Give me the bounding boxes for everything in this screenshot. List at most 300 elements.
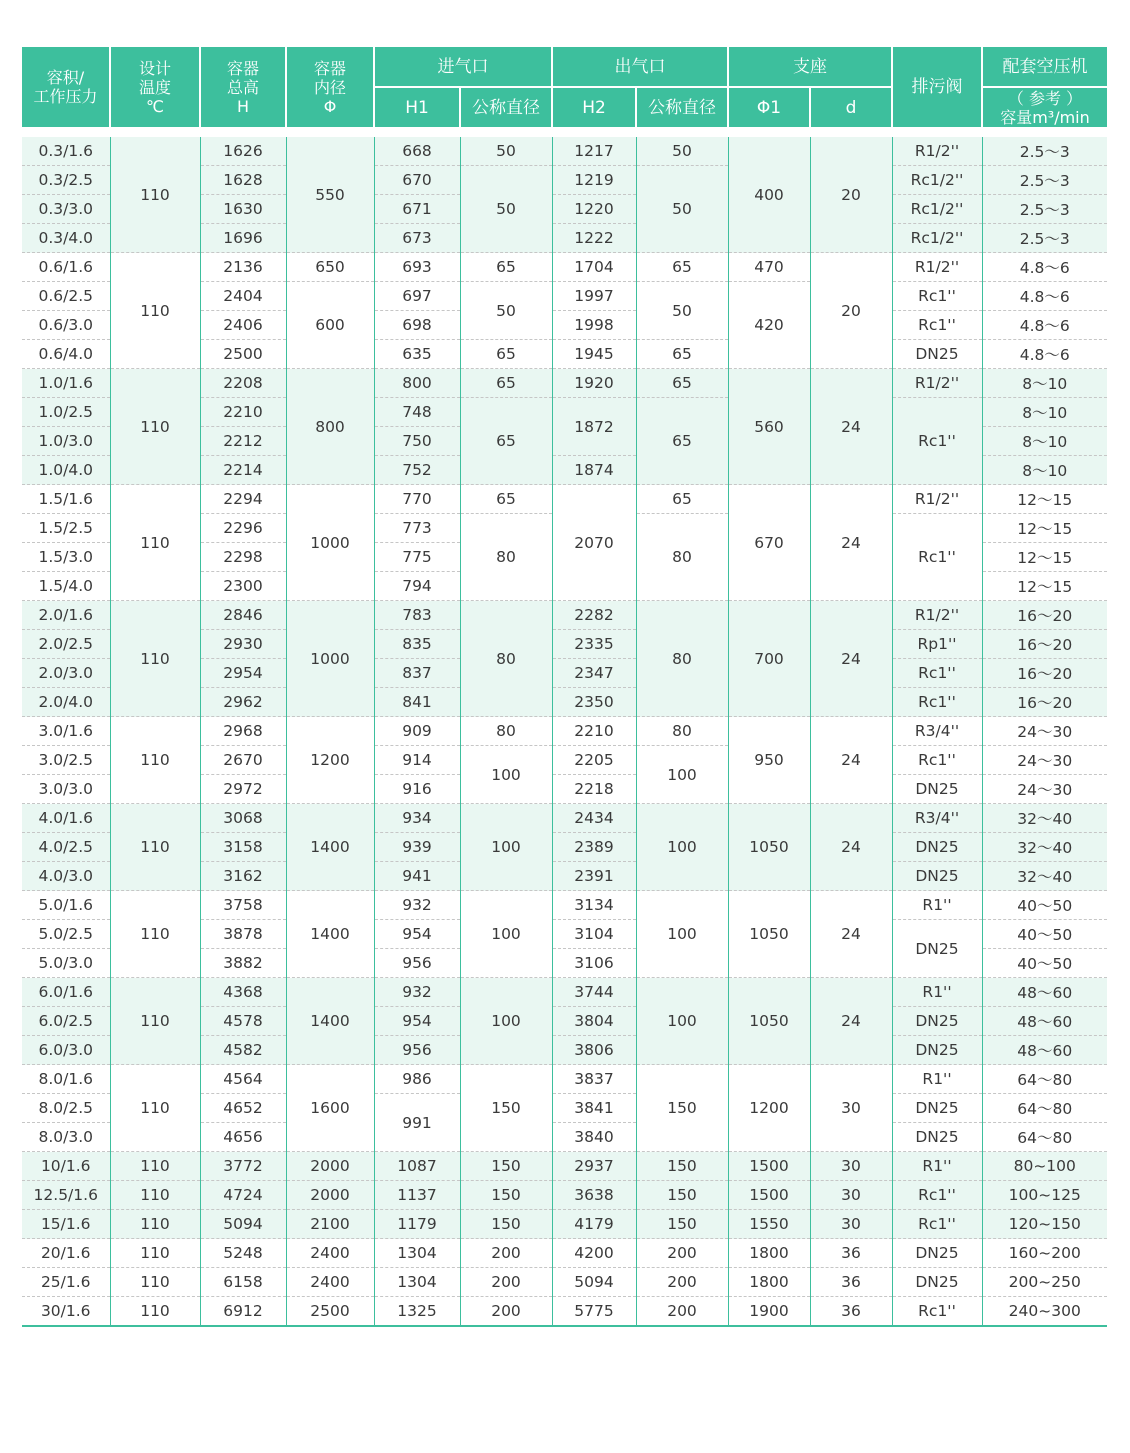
cell-h1: 748 [374, 398, 460, 427]
cell-capacity: 12～15 [982, 543, 1107, 572]
cell-h2: 2210 [552, 717, 636, 746]
cell-volume: 3.0/1.6 [22, 717, 110, 746]
cell-volume: 0.3/1.6 [22, 137, 110, 166]
cell-h1: 934 [374, 804, 460, 833]
cell-height: 5248 [200, 1239, 286, 1268]
cell-capacity: 100~125 [982, 1181, 1107, 1210]
cell-d: 30 [810, 1181, 892, 1210]
header-compressor: 配套空压机 [982, 47, 1107, 87]
cell-temp: 110 [110, 1181, 200, 1210]
cell-capacity: 8～10 [982, 398, 1107, 427]
cell-inlet-dn: 200 [460, 1297, 552, 1327]
cell-d: 20 [810, 253, 892, 369]
cell-volume: 6.0/3.0 [22, 1036, 110, 1065]
cell-inlet-dn: 65 [460, 398, 552, 485]
cell-h1: 954 [374, 1007, 460, 1036]
cell-height: 2136 [200, 253, 286, 282]
header-outlet-dn: 公称直径 [636, 87, 728, 128]
cell-drain: R3/4'' [892, 717, 982, 746]
table-group [22, 253, 1107, 369]
table-row [22, 485, 1107, 514]
cell-h2: 1920 [552, 369, 636, 398]
cell-inlet-dn: 100 [460, 746, 552, 804]
cell-capacity: 16～20 [982, 630, 1107, 659]
cell-capacity: 48～60 [982, 978, 1107, 1007]
cell-temp: 110 [110, 1239, 200, 1268]
cell-h1: 1179 [374, 1210, 460, 1239]
cell-height: 1696 [200, 224, 286, 253]
cell-drain: Rc1'' [892, 1297, 982, 1327]
cell-drain: Rc1'' [892, 659, 982, 688]
cell-capacity: 16～20 [982, 659, 1107, 688]
cell-height: 2954 [200, 659, 286, 688]
cell-capacity: 40～50 [982, 891, 1107, 920]
cell-volume: 1.5/1.6 [22, 485, 110, 514]
cell-inlet-dn: 50 [460, 137, 552, 166]
cell-drain: R1'' [892, 1065, 982, 1094]
cell-h1: 954 [374, 920, 460, 949]
cell-capacity: 24～30 [982, 746, 1107, 775]
cell-drain: Rp1'' [892, 630, 982, 659]
cell-d: 36 [810, 1239, 892, 1268]
table-group [22, 1065, 1107, 1152]
cell-outlet-dn: 150 [636, 1181, 728, 1210]
cell-d: 20 [810, 137, 892, 253]
cell-height: 2294 [200, 485, 286, 514]
cell-h1: 671 [374, 195, 460, 224]
cell-outlet-dn: 200 [636, 1297, 728, 1327]
cell-h2: 1874 [552, 456, 636, 485]
cell-h2: 1220 [552, 195, 636, 224]
cell-h1: 986 [374, 1065, 460, 1094]
cell-drain: DN25 [892, 1268, 982, 1297]
cell-inlet-dn: 80 [460, 717, 552, 746]
table-group [22, 1152, 1107, 1239]
cell-h2: 3106 [552, 949, 636, 978]
cell-capacity: 2.5～3 [982, 224, 1107, 253]
cell-height: 2670 [200, 746, 286, 775]
cell-phi1: 1500 [728, 1181, 810, 1210]
cell-h1: 794 [374, 572, 460, 601]
cell-h1: 956 [374, 949, 460, 978]
header-spacer [22, 128, 1107, 137]
table-group [22, 601, 1107, 717]
cell-volume: 2.0/1.6 [22, 601, 110, 630]
cell-h2: 2434 [552, 804, 636, 833]
cell-temp: 110 [110, 485, 200, 601]
cell-volume: 30/1.6 [22, 1297, 110, 1327]
cell-diameter: 800 [286, 369, 374, 485]
cell-capacity: 160~200 [982, 1239, 1107, 1268]
cell-height: 2210 [200, 398, 286, 427]
cell-inlet-dn: 100 [460, 891, 552, 978]
cell-volume: 0.3/2.5 [22, 166, 110, 195]
table-group [22, 485, 1107, 601]
cell-drain: DN25 [892, 1123, 982, 1152]
cell-d: 24 [810, 804, 892, 891]
cell-phi1: 1800 [728, 1239, 810, 1268]
cell-capacity: 4.8～6 [982, 282, 1107, 311]
cell-diameter: 600 [286, 282, 374, 369]
header-inlet: 进气口 [374, 47, 552, 87]
cell-volume: 6.0/1.6 [22, 978, 110, 1007]
cell-outlet-dn: 200 [636, 1268, 728, 1297]
cell-h2: 3837 [552, 1065, 636, 1094]
cell-capacity: 16～20 [982, 601, 1107, 630]
cell-drain: Rc1'' [892, 746, 982, 775]
cell-volume: 0.6/4.0 [22, 340, 110, 369]
cell-h1: 635 [374, 340, 460, 369]
cell-height: 1626 [200, 137, 286, 166]
cell-capacity: 12～15 [982, 485, 1107, 514]
cell-height: 4368 [200, 978, 286, 1007]
cell-capacity: 64～80 [982, 1065, 1107, 1094]
cell-capacity: 200~250 [982, 1268, 1107, 1297]
cell-h2: 2218 [552, 775, 636, 804]
cell-h1: 941 [374, 862, 460, 891]
cell-drain: DN25 [892, 862, 982, 891]
cell-height: 2212 [200, 427, 286, 456]
cell-drain: R3/4'' [892, 804, 982, 833]
cell-h1: 991 [374, 1094, 460, 1152]
cell-volume: 5.0/2.5 [22, 920, 110, 949]
cell-capacity: 8～10 [982, 456, 1107, 485]
cell-h2: 2937 [552, 1152, 636, 1181]
cell-temp: 110 [110, 717, 200, 804]
cell-volume: 0.6/3.0 [22, 311, 110, 340]
cell-outlet-dn: 150 [636, 1152, 728, 1181]
cell-drain: R1/2'' [892, 137, 982, 166]
cell-volume: 2.0/3.0 [22, 659, 110, 688]
cell-volume: 5.0/1.6 [22, 891, 110, 920]
header-outlet: 出气口 [552, 47, 728, 87]
cell-outlet-dn: 50 [636, 282, 728, 340]
cell-capacity: 80~100 [982, 1152, 1107, 1181]
table-header [22, 47, 1107, 137]
cell-outlet-dn: 80 [636, 601, 728, 717]
cell-outlet-dn: 150 [636, 1065, 728, 1152]
cell-height: 4564 [200, 1065, 286, 1094]
cell-drain: Rc1'' [892, 311, 982, 340]
cell-outlet-dn: 65 [636, 485, 728, 514]
cell-h1: 775 [374, 543, 460, 572]
table-row [22, 601, 1107, 630]
cell-height: 2300 [200, 572, 286, 601]
table-row [22, 1152, 1107, 1181]
table-row [22, 1268, 1107, 1297]
cell-h2: 3804 [552, 1007, 636, 1036]
table-row [22, 137, 1107, 166]
cell-outlet-dn: 80 [636, 514, 728, 601]
table-row [22, 1210, 1107, 1239]
cell-h2: 2282 [552, 601, 636, 630]
cell-inlet-dn: 50 [460, 166, 552, 253]
header-h2: H2 [552, 87, 636, 128]
cell-h1: 1087 [374, 1152, 460, 1181]
cell-h1: 956 [374, 1036, 460, 1065]
cell-volume: 4.0/2.5 [22, 833, 110, 862]
cell-diameter: 2400 [286, 1268, 374, 1297]
cell-drain: R1'' [892, 891, 982, 920]
cell-h1: 841 [374, 688, 460, 717]
cell-volume: 4.0/3.0 [22, 862, 110, 891]
cell-drain: Rc1'' [892, 688, 982, 717]
cell-height: 4724 [200, 1181, 286, 1210]
cell-height: 2208 [200, 369, 286, 398]
cell-volume: 1.0/1.6 [22, 369, 110, 398]
cell-d: 24 [810, 978, 892, 1065]
cell-drain: Rc1/2'' [892, 224, 982, 253]
cell-capacity: 120~150 [982, 1210, 1107, 1239]
cell-h2: 5094 [552, 1268, 636, 1297]
cell-capacity: 12～15 [982, 572, 1107, 601]
cell-drain: DN25 [892, 833, 982, 862]
cell-volume: 10/1.6 [22, 1152, 110, 1181]
cell-height: 1628 [200, 166, 286, 195]
cell-height: 2296 [200, 514, 286, 543]
cell-h1: 932 [374, 891, 460, 920]
cell-diameter: 1400 [286, 804, 374, 891]
cell-inlet-dn: 80 [460, 601, 552, 717]
cell-volume: 2.0/4.0 [22, 688, 110, 717]
cell-outlet-dn: 65 [636, 253, 728, 282]
cell-volume: 3.0/3.0 [22, 775, 110, 804]
cell-h2: 2389 [552, 833, 636, 862]
cell-h1: 835 [374, 630, 460, 659]
header-d: d [810, 87, 892, 128]
cell-outlet-dn: 100 [636, 891, 728, 978]
cell-drain: R1'' [892, 978, 982, 1007]
cell-drain: DN25 [892, 1036, 982, 1065]
cell-d: 24 [810, 891, 892, 978]
cell-h2: 1945 [552, 340, 636, 369]
cell-phi1: 1900 [728, 1297, 810, 1327]
cell-phi1: 670 [728, 485, 810, 601]
cell-height: 2298 [200, 543, 286, 572]
cell-capacity: 24～30 [982, 717, 1107, 746]
table-row [22, 369, 1107, 398]
cell-height: 6158 [200, 1268, 286, 1297]
cell-height: 3772 [200, 1152, 286, 1181]
cell-diameter: 1200 [286, 717, 374, 804]
cell-capacity: 12～15 [982, 514, 1107, 543]
cell-h2: 1997 [552, 282, 636, 311]
cell-diameter: 1600 [286, 1065, 374, 1152]
cell-volume: 0.3/3.0 [22, 195, 110, 224]
cell-h2: 1219 [552, 166, 636, 195]
cell-diameter: 550 [286, 137, 374, 253]
cell-temp: 110 [110, 804, 200, 891]
cell-outlet-dn: 100 [636, 804, 728, 891]
cell-h2: 1222 [552, 224, 636, 253]
cell-capacity: 64～80 [982, 1123, 1107, 1152]
cell-capacity: 40～50 [982, 920, 1107, 949]
cell-h1: 670 [374, 166, 460, 195]
cell-h1: 773 [374, 514, 460, 543]
cell-h1: 909 [374, 717, 460, 746]
cell-capacity: 2.5～3 [982, 166, 1107, 195]
cell-volume: 8.0/1.6 [22, 1065, 110, 1094]
cell-height: 3758 [200, 891, 286, 920]
cell-h2: 1998 [552, 311, 636, 340]
cell-drain: R1/2'' [892, 601, 982, 630]
cell-phi1: 1550 [728, 1210, 810, 1239]
cell-inlet-dn: 200 [460, 1239, 552, 1268]
cell-outlet-dn: 80 [636, 717, 728, 746]
cell-volume: 1.0/3.0 [22, 427, 110, 456]
cell-drain: DN25 [892, 340, 982, 369]
table-group [22, 1239, 1107, 1327]
cell-volume: 25/1.6 [22, 1268, 110, 1297]
cell-h2: 3841 [552, 1094, 636, 1123]
table-row [22, 1297, 1107, 1327]
cell-height: 5094 [200, 1210, 286, 1239]
cell-h2: 2205 [552, 746, 636, 775]
cell-h1: 1304 [374, 1239, 460, 1268]
cell-diameter: 2100 [286, 1210, 374, 1239]
cell-h2: 1217 [552, 137, 636, 166]
cell-drain: Rc1'' [892, 514, 982, 601]
cell-temp: 110 [110, 1297, 200, 1327]
cell-height: 4578 [200, 1007, 286, 1036]
cell-volume: 3.0/2.5 [22, 746, 110, 775]
cell-capacity: 8～10 [982, 427, 1107, 456]
table-group [22, 137, 1107, 253]
cell-phi1: 420 [728, 282, 810, 369]
cell-h2: 3104 [552, 920, 636, 949]
cell-capacity: 24～30 [982, 775, 1107, 804]
table-row [22, 891, 1107, 920]
cell-inlet-dn: 65 [460, 253, 552, 282]
cell-h2: 2391 [552, 862, 636, 891]
cell-h1: 916 [374, 775, 460, 804]
cell-h1: 914 [374, 746, 460, 775]
cell-temp: 110 [110, 978, 200, 1065]
cell-diameter: 2400 [286, 1239, 374, 1268]
cell-drain: R1/2'' [892, 253, 982, 282]
cell-h2: 2335 [552, 630, 636, 659]
cell-capacity: 4.8～6 [982, 253, 1107, 282]
cell-height: 2406 [200, 311, 286, 340]
cell-height: 2962 [200, 688, 286, 717]
cell-h1: 698 [374, 311, 460, 340]
cell-diameter: 2500 [286, 1297, 374, 1327]
cell-d: 24 [810, 369, 892, 485]
cell-capacity: 4.8～6 [982, 340, 1107, 369]
header-inner-diameter: 容器 内径 Φ [286, 47, 374, 128]
cell-d: 36 [810, 1268, 892, 1297]
cell-outlet-dn: 200 [636, 1239, 728, 1268]
cell-capacity: 2.5～3 [982, 195, 1107, 224]
cell-drain: Rc1/2'' [892, 195, 982, 224]
cell-drain: DN25 [892, 920, 982, 978]
cell-capacity: 2.5～3 [982, 137, 1107, 166]
table-row [22, 978, 1107, 1007]
header-design-temp: 设计 温度 ℃ [110, 47, 200, 128]
cell-height: 1630 [200, 195, 286, 224]
table-row [22, 1181, 1107, 1210]
cell-temp: 110 [110, 137, 200, 253]
cell-volume: 1.0/4.0 [22, 456, 110, 485]
cell-height: 2500 [200, 340, 286, 369]
cell-h2: 3744 [552, 978, 636, 1007]
cell-drain: R1/2'' [892, 485, 982, 514]
cell-d: 30 [810, 1065, 892, 1152]
cell-outlet-dn: 65 [636, 398, 728, 485]
cell-d: 24 [810, 601, 892, 717]
cell-h2: 3638 [552, 1181, 636, 1210]
cell-drain: DN25 [892, 1239, 982, 1268]
cell-volume: 0.6/1.6 [22, 253, 110, 282]
cell-volume: 1.5/4.0 [22, 572, 110, 601]
cell-temp: 110 [110, 1268, 200, 1297]
cell-inlet-dn: 65 [460, 369, 552, 398]
header-support: 支座 [728, 47, 892, 87]
cell-phi1: 700 [728, 601, 810, 717]
cell-capacity: 32～40 [982, 804, 1107, 833]
cell-height: 3878 [200, 920, 286, 949]
cell-volume: 1.5/2.5 [22, 514, 110, 543]
cell-h2: 3840 [552, 1123, 636, 1152]
cell-outlet-dn: 65 [636, 340, 728, 369]
cell-outlet-dn: 65 [636, 369, 728, 398]
cell-h2: 4200 [552, 1239, 636, 1268]
cell-outlet-dn: 100 [636, 978, 728, 1065]
cell-diameter: 1400 [286, 891, 374, 978]
cell-h1: 1325 [374, 1297, 460, 1327]
cell-volume: 0.3/4.0 [22, 224, 110, 253]
cell-height: 3882 [200, 949, 286, 978]
cell-h2: 3134 [552, 891, 636, 920]
cell-phi1: 560 [728, 369, 810, 485]
cell-volume: 0.6/2.5 [22, 282, 110, 311]
cell-inlet-dn: 150 [460, 1152, 552, 1181]
cell-phi1: 1200 [728, 1065, 810, 1152]
cell-d: 24 [810, 485, 892, 601]
table-group [22, 978, 1107, 1065]
cell-h1: 939 [374, 833, 460, 862]
cell-drain: R1/2'' [892, 369, 982, 398]
header-volume-pressure: 容积/ 工作压力 [22, 47, 110, 128]
header-drain-valve: 排污阀 [892, 47, 982, 128]
table-group [22, 891, 1107, 978]
cell-diameter: 1000 [286, 601, 374, 717]
cell-height: 4652 [200, 1094, 286, 1123]
cell-phi1: 950 [728, 717, 810, 804]
cell-inlet-dn: 150 [460, 1181, 552, 1210]
cell-capacity: 4.8～6 [982, 311, 1107, 340]
cell-d: 36 [810, 1297, 892, 1327]
cell-h1: 693 [374, 253, 460, 282]
cell-phi1: 470 [728, 253, 810, 282]
table-group [22, 369, 1107, 485]
cell-height: 2930 [200, 630, 286, 659]
cell-temp: 110 [110, 253, 200, 369]
cell-phi1: 1050 [728, 978, 810, 1065]
cell-volume: 2.0/2.5 [22, 630, 110, 659]
cell-temp: 110 [110, 369, 200, 485]
header-inlet-dn: 公称直径 [460, 87, 552, 128]
cell-height: 2214 [200, 456, 286, 485]
cell-h2: 4179 [552, 1210, 636, 1239]
cell-drain: R1'' [892, 1152, 982, 1181]
cell-volume: 4.0/1.6 [22, 804, 110, 833]
cell-inlet-dn: 150 [460, 1065, 552, 1152]
cell-drain: Rc1'' [892, 1181, 982, 1210]
header-h1: H1 [374, 87, 460, 128]
cell-volume: 20/1.6 [22, 1239, 110, 1268]
cell-diameter: 2000 [286, 1152, 374, 1181]
